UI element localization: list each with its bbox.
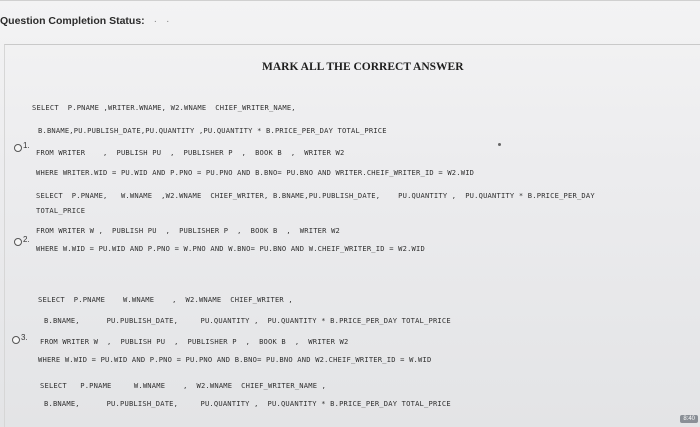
question-title: MARK ALL THE CORRECT ANSWER — [262, 61, 464, 73]
option-3-number: 3. — [21, 333, 28, 342]
option-3-line-3: FROM WRITER W , PUBLISH PU , PUBLISHER P , BOOK B , WRITER W2 — [40, 337, 349, 346]
option-2-line-1: SELECT P.PNAME, W.WNAME ,W2.WNAME CHIEF_WRITER, B.BNAME,PU.PUBLISH_DATE, PU.QUANTITY , PU.QUANTITY * B.PRICE_PER_DAY — [36, 191, 595, 200]
option-2-radio[interactable] — [14, 238, 22, 246]
option-3-line-4: WHERE W.WID = PU.WID AND P.PNO = PU.PNO AND B.BNO= PU.BNO AND W2.CHEIF_WRITER_ID = W.WID — [38, 355, 432, 364]
option-2-line-2: TOTAL_PRICE — [36, 206, 86, 215]
option-1-line-1: SELECT P.PNAME ,WRITER.WNAME, W2.WNAME CHIEF_WRITER_NAME, — [32, 103, 296, 112]
option-1-line-4: WHERE WRITER.WID = PU.WID AND P.PNO = PU.PNO AND B.BNO= PU.BNO AND WRITER.CHEIF_WRITER_ID = W2.WID — [36, 168, 475, 177]
option-3-radio[interactable] — [12, 336, 20, 344]
question-box — [4, 44, 700, 427]
option-3-line-1: SELECT P.PNAME W.WNAME , W2.WNAME CHIEF_WRITER , — [38, 295, 293, 304]
option-1-number: 1. — [23, 141, 30, 150]
option-2-line-4: WHERE W.WID = PU.WID AND P.PNO = W.PNO AND W.BNO= PU.BNO AND W.CHEIF_WRITER_ID = W2.WID — [36, 244, 425, 253]
pointer-dot — [498, 143, 501, 146]
option-4-line-1: SELECT P.PNAME W.WNAME , W2.WNAME CHIEF_WRITER_NAME , — [40, 381, 327, 390]
clock-badge: 8:40 — [680, 415, 698, 423]
option-1-line-3: FROM WRITER , PUBLISH PU , PUBLISHER P , BOOK B , WRITER W2 — [36, 148, 345, 157]
completion-status — [0, 15, 173, 27]
option-1-radio[interactable] — [14, 144, 22, 152]
completion-status-label: Question Completion Status: — [0, 15, 145, 27]
top-divider — [0, 0, 700, 1]
option-3-line-2: B.BNAME, PU.PUBLISH_DATE, PU.QUANTITY , PU.QUANTITY * B.PRICE_PER_DAY TOTAL_PRICE — [44, 316, 451, 325]
option-1-line-2: B.BNAME,PU.PUBLISH_DATE,PU.QUANTITY ,PU.QUANTITY * B.PRICE_PER_DAY TOTAL_PRICE — [38, 126, 387, 135]
status-dots: · · — [153, 15, 173, 27]
option-2-number: 2. — [23, 235, 30, 244]
option-4-line-2: B.BNAME, PU.PUBLISH_DATE, PU.QUANTITY , PU.QUANTITY * B.PRICE_PER_DAY TOTAL_PRICE — [44, 399, 451, 408]
option-2-line-3: FROM WRITER W , PUBLISH PU , PUBLISHER P , BOOK B , WRITER W2 — [36, 226, 341, 235]
